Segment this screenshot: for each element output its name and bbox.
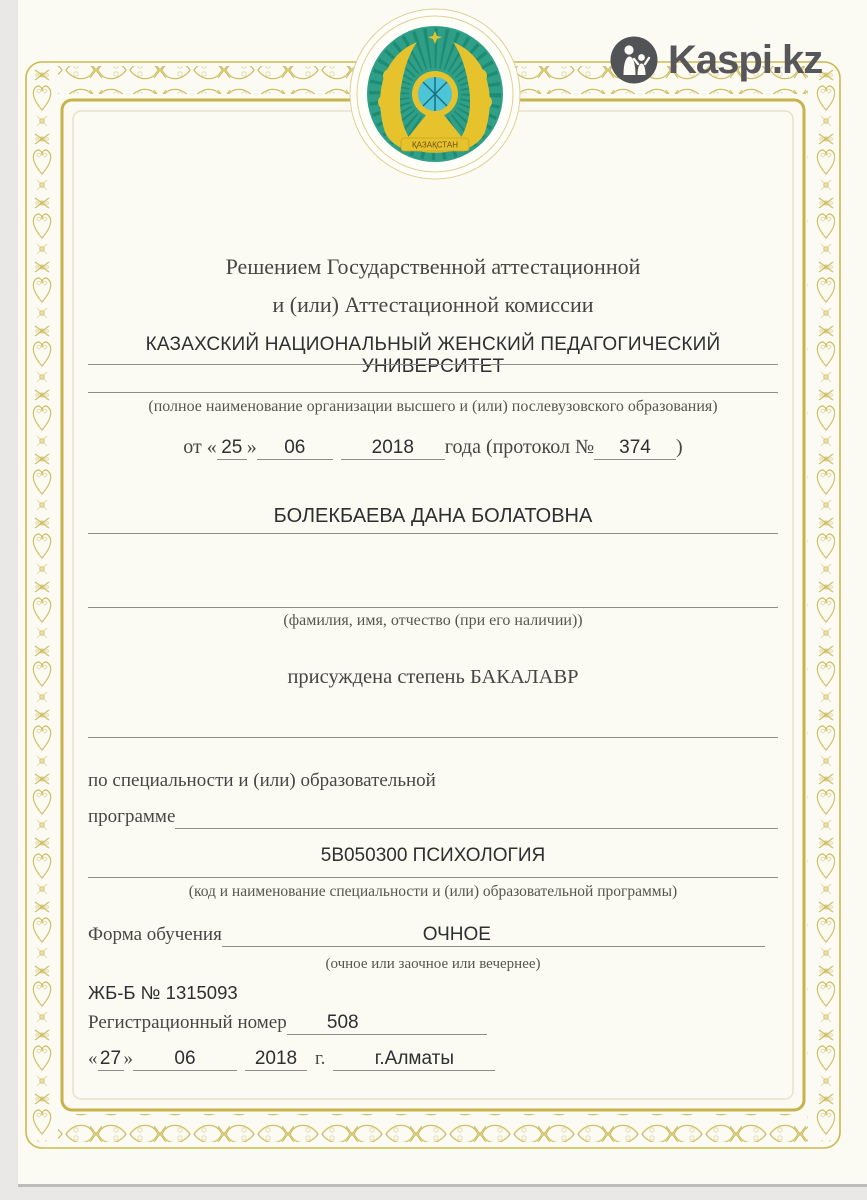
kaspi-logo-icon xyxy=(610,36,658,84)
registration-number-value: 508 xyxy=(287,1012,399,1035)
fill-line xyxy=(88,737,778,738)
specialty-value: 5B050300 ПСИХОЛОГИЯ xyxy=(320,845,546,866)
specialty-fill-line xyxy=(175,806,778,829)
registration-fill xyxy=(399,1012,487,1035)
university-caption: (полное наименование организации высшего и (или) послевузовского образования) xyxy=(148,398,718,415)
issue-close-quote: » xyxy=(123,1048,133,1069)
registration-label: Регистрационный номер xyxy=(88,1012,287,1033)
kaspi-watermark xyxy=(610,36,822,84)
fill-line xyxy=(88,607,778,608)
issue-date-row xyxy=(88,1048,495,1071)
fill-line xyxy=(88,533,778,534)
graduate-caption: (фамилия, имя, отчество (при его наличии)) xyxy=(283,612,583,629)
university-name: КАЗАХСКИЙ НАЦИОНАЛЬНЫЙ ЖЕНСКИЙ ПЕДАГОГИЧЕСКИЙ УНИВЕРСИТЕТ xyxy=(145,334,721,377)
issue-year-value: 2018 xyxy=(245,1048,307,1071)
study-form-row xyxy=(88,924,765,947)
commission-line-1: Решением Государственной аттестационной xyxy=(225,254,641,279)
study-form-caption: (очное или заочное или вечернее) xyxy=(325,956,541,972)
fill-line xyxy=(88,877,778,878)
degree-statement: присуждена степень БАКАЛАВР xyxy=(287,666,579,688)
protocol-month-value: 06 xyxy=(257,437,333,460)
commission-line-2: и (или) Аттестационной комиссии xyxy=(272,292,594,317)
issue-open-quote: « xyxy=(88,1048,98,1069)
issue-month-value: 06 xyxy=(133,1048,237,1071)
emblem-banner-text: ҚАЗАҚСТАН xyxy=(412,140,458,150)
protocol-row xyxy=(88,436,778,460)
issue-g-label: г. xyxy=(315,1048,326,1069)
protocol-middle-label: года (протокол № xyxy=(444,436,595,458)
graduate-name: БОЛЕКБАЕВА ДАНА БОЛАТОВНА xyxy=(273,505,593,527)
registration-row xyxy=(88,1012,487,1035)
issue-day-value: 27 xyxy=(98,1048,124,1071)
fill-line xyxy=(88,364,778,365)
protocol-prefix: от « xyxy=(183,436,217,458)
specialty-label-line-2: программе xyxy=(88,806,176,827)
study-form-fill xyxy=(692,924,765,947)
protocol-suffix: ) xyxy=(676,436,683,458)
issue-city-value: г.Алматы xyxy=(333,1048,495,1071)
document-series: ЖБ-Б № 1315093 xyxy=(88,982,238,1003)
protocol-day-value: 25 xyxy=(217,437,247,460)
specialty-label-line-1: по специальности и (или) образовательной xyxy=(88,770,436,791)
study-form-label: Форма обучения xyxy=(88,924,222,945)
protocol-year-value: 2018 xyxy=(341,437,445,460)
protocol-after-day: » xyxy=(246,436,257,458)
specialty-label-row xyxy=(88,806,778,829)
fill-line xyxy=(88,392,778,393)
study-form-value: ОЧНОЕ xyxy=(222,924,692,947)
specialty-caption: (код и наименование специальности и (или) образовательной программы) xyxy=(188,883,678,900)
protocol-number-value: 374 xyxy=(594,437,676,460)
kaspi-logo-text: Kaspi.kz xyxy=(668,37,823,82)
